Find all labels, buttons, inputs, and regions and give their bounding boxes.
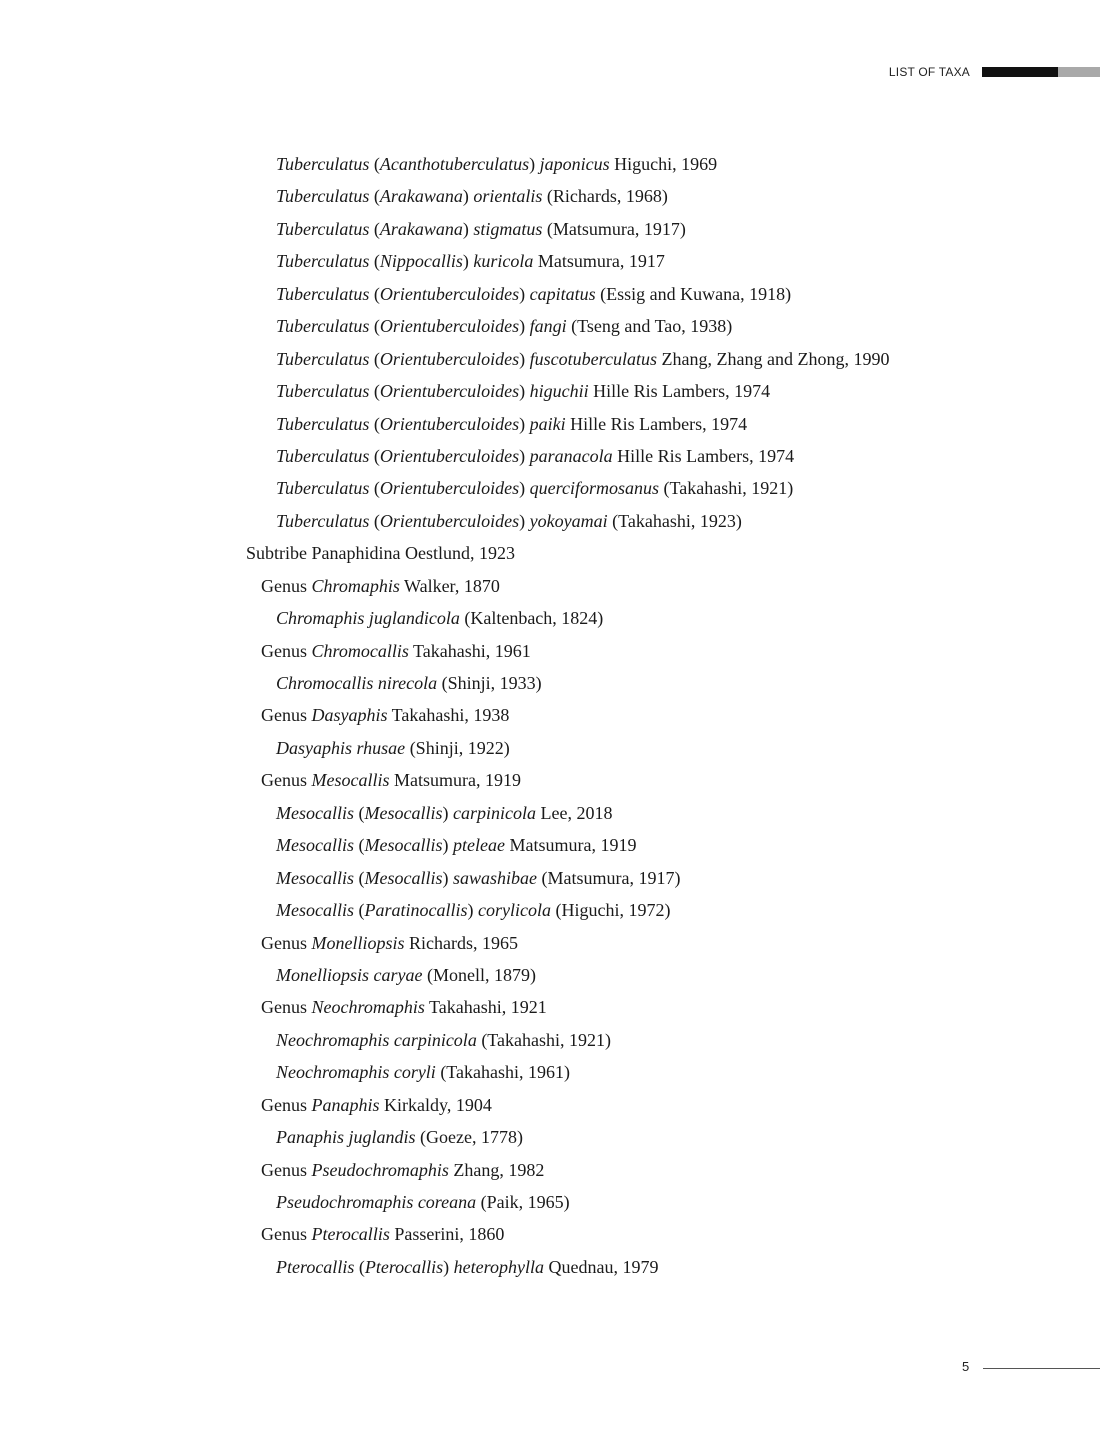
taxon-text: Quednau, 1979 [543, 1256, 659, 1277]
taxon-text: ( [369, 445, 380, 466]
taxon-text: ) [519, 316, 530, 337]
taxon-text: Takahashi, 1938 [387, 705, 510, 726]
species-entry [246, 180, 889, 212]
taxon-text: Hille Ris Lambers, 1974 [612, 445, 795, 466]
taxon-name-italic: kuricola [473, 251, 534, 272]
taxon-text: Genus [261, 770, 312, 791]
taxon-name-italic: corylicola [478, 900, 551, 921]
taxon-text: ) [443, 1256, 454, 1277]
genus-entry [246, 1154, 889, 1186]
taxon-name-italic: Tuberculatus [276, 186, 370, 207]
taxon-text: (Monell, 1879) [422, 964, 536, 985]
taxon-text: ( [369, 316, 380, 337]
taxon-name-italic: Orientuberculoides [379, 445, 520, 466]
species-entry [246, 862, 889, 894]
taxon-text: ) [442, 835, 453, 856]
taxon-text: ) [519, 381, 530, 402]
taxon-name-italic: Orientuberculoides [379, 413, 520, 434]
taxon-text: ) [442, 802, 453, 823]
species-entry [246, 797, 889, 829]
taxon-name-italic: sawashibae [453, 867, 538, 888]
taxon-text: (Matsumura, 1917) [542, 218, 686, 239]
taxon-text: (Shinji, 1933) [437, 673, 542, 693]
species-entry [246, 1024, 889, 1056]
taxon-text: Genus [261, 997, 312, 1018]
taxon-text: Walker, 1870 [399, 575, 500, 596]
taxon-text: ) [462, 218, 474, 239]
taxon-name-italic: Mesocallis [311, 770, 390, 791]
taxon-text: ( [354, 867, 365, 888]
taxon-name-italic: querciformosanus [529, 478, 659, 499]
taxon-name-italic: Pterocallis [364, 1256, 444, 1277]
taxon-name-italic: Chromaphis [311, 575, 400, 596]
genus-entry [246, 1218, 889, 1250]
genus-entry [246, 927, 889, 959]
taxon-name-italic: Panaphis juglandis [276, 1127, 416, 1148]
header-bar-light [1058, 67, 1100, 77]
page-footer [0, 1358, 1100, 1378]
taxon-text: ( [369, 348, 380, 369]
taxon-text: (Richards, 1968) [542, 186, 668, 207]
taxon-text: Passerini, 1860 [389, 1224, 505, 1245]
page-number: 5 [962, 1359, 970, 1374]
species-entry [246, 440, 889, 472]
taxon-text: Genus [261, 705, 312, 726]
taxon-text: ) [462, 186, 474, 207]
taxon-name-italic: pteleae [453, 835, 505, 856]
taxon-text: ) [519, 510, 530, 531]
taxon-text: Genus [261, 575, 312, 596]
taxon-name-italic: Neochromaphis carpinicola [276, 1029, 477, 1050]
taxon-text: (Shinji, 1922) [405, 737, 510, 758]
taxon-name-italic: Tuberculatus [276, 445, 370, 466]
taxon-name-italic: Pterocallis [276, 1256, 355, 1277]
taxon-name-italic: Nippocallis [379, 251, 463, 272]
genus-entry [246, 991, 889, 1023]
genus-entry [246, 764, 889, 796]
taxon-text: ( [354, 802, 365, 823]
taxon-name-italic: Neochromaphis coryli [276, 1062, 436, 1083]
taxon-name-italic: Tuberculatus [276, 510, 370, 531]
taxon-text: ) [519, 283, 530, 304]
species-entry [246, 278, 889, 310]
taxon-name-italic: Tuberculatus [276, 478, 370, 499]
taxon-text: ( [369, 478, 380, 499]
taxon-text: Lee, 2018 [536, 802, 613, 823]
taxon-name-italic: Tuberculatus [276, 218, 370, 239]
species-entry [246, 408, 889, 440]
taxon-text: ( [369, 154, 380, 174]
taxon-text: (Takahashi, 1923) [607, 510, 742, 531]
taxon-name-italic: Tuberculatus [276, 251, 370, 272]
taxon-text: Matsumura, 1919 [389, 770, 521, 791]
taxon-name-italic: Chromocallis [311, 640, 409, 661]
species-entry [246, 310, 889, 342]
taxon-name-italic: Orientuberculoides [379, 478, 520, 499]
taxon-name-italic: Mesocallis [364, 835, 443, 856]
taxon-text: Matsumura, 1919 [504, 835, 637, 856]
species-entry [246, 245, 889, 277]
genus-entry [246, 570, 889, 602]
taxon-text: (Paik, 1965) [476, 1192, 570, 1212]
species-entry [246, 213, 889, 245]
taxon-name-italic: Orientuberculoides [379, 381, 520, 402]
taxon-text: Richards, 1965 [404, 932, 518, 953]
species-entry [246, 343, 889, 375]
taxon-name-italic: stigmatus [473, 218, 543, 239]
taxon-text: (Tseng and Tao, 1938) [566, 316, 733, 337]
taxon-name-italic: heterophylla [453, 1256, 544, 1277]
taxon-text: Matsumura, 1917 [533, 251, 665, 272]
taxon-name-italic: Monelliopsis [311, 932, 405, 953]
taxon-text: ( [369, 381, 380, 402]
species-entry [246, 1056, 889, 1088]
taxon-name-italic: Mesocallis [364, 867, 443, 888]
taxon-name-italic: Mesocallis [276, 900, 354, 921]
taxon-text: Takahashi, 1921 [424, 997, 547, 1018]
species-entry [246, 1186, 889, 1218]
taxon-name-italic: Chromocallis nirecola [276, 673, 438, 693]
taxon-text: Subtribe Panaphidina Oestlund, 1923 [246, 543, 515, 564]
species-entry [246, 829, 889, 861]
taxon-text: ( [354, 1256, 365, 1277]
taxon-name-italic: Tuberculatus [276, 413, 370, 434]
species-entry [246, 959, 889, 991]
taxon-name-italic: Orientuberculoides [379, 283, 520, 304]
section-title: LIST OF TAXA [888, 65, 970, 79]
taxon-name-italic: Pterocallis [311, 1224, 390, 1245]
taxon-text: Genus [261, 1224, 312, 1245]
header-bar-dark [982, 67, 1058, 77]
taxon-text: (Takahashi, 1921) [476, 1029, 612, 1050]
taxon-name-italic: Pseudochromaphis [311, 1159, 449, 1180]
taxon-text: ( [369, 413, 380, 434]
taxon-name-italic: orientalis [473, 186, 543, 207]
species-entry [246, 505, 889, 537]
taxon-name-italic: Tuberculatus [276, 381, 370, 402]
taxon-name-italic: capitatus [529, 283, 596, 304]
taxon-text: Genus [261, 1159, 312, 1180]
taxon-name-italic: Mesocallis [276, 835, 354, 856]
taxon-text: Genus [261, 932, 312, 953]
taxon-text: (Takahashi, 1961) [435, 1062, 571, 1083]
footer-rule [983, 1368, 1100, 1369]
taxon-text: Hille Ris Lambers, 1974 [565, 413, 748, 434]
taxon-text: ( [369, 218, 380, 239]
taxon-text: ( [354, 835, 365, 856]
species-entry [246, 375, 889, 407]
taxon-name-italic: Dasyaphis rhusae [276, 737, 406, 758]
taxon-text: Genus [261, 640, 312, 661]
taxon-text: ) [519, 445, 530, 466]
taxon-name-italic: Monelliopsis caryae [276, 964, 423, 985]
taxon-text: Zhang, 1982 [448, 1159, 545, 1180]
taxon-text: (Matsumura, 1917) [537, 867, 681, 888]
taxon-text: ) [529, 154, 540, 174]
species-entry [246, 894, 889, 926]
species-entry [246, 602, 889, 634]
taxon-text: ( [354, 900, 365, 921]
taxon-name-italic: japonicus [539, 154, 610, 174]
taxon-name-italic: Mesocallis [276, 867, 354, 888]
taxon-name-italic: Arakawana [379, 186, 463, 207]
taxon-name-italic: Orientuberculoides [379, 316, 520, 337]
taxon-text: (Goeze, 1778) [415, 1127, 523, 1148]
running-header [0, 62, 1100, 82]
taxon-text: ) [519, 348, 530, 369]
taxon-name-italic: Pseudochromaphis coreana [276, 1192, 477, 1212]
taxon-text: ( [369, 186, 380, 207]
species-entry [246, 667, 889, 699]
taxon-text: (Essig and Kuwana, 1918) [595, 283, 792, 304]
taxon-name-italic: Orientuberculoides [379, 348, 520, 369]
species-entry [246, 148, 889, 180]
taxa-list [246, 148, 889, 1283]
taxon-name-italic: yokoyamai [529, 510, 608, 531]
taxon-text: ) [519, 413, 530, 434]
genus-entry [246, 699, 889, 731]
taxon-name-italic: Mesocallis [364, 802, 443, 823]
taxon-name-italic: Tuberculatus [276, 154, 370, 174]
taxon-name-italic: Paratinocallis [364, 900, 468, 921]
taxon-text: (Kaltenbach, 1824) [459, 608, 604, 629]
taxon-text: Takahashi, 1961 [408, 640, 531, 661]
taxon-text: (Higuchi, 1972) [550, 900, 671, 921]
taxon-name-italic: Dasyaphis [311, 705, 388, 726]
taxon-name-italic: Tuberculatus [276, 316, 370, 337]
species-entry [246, 1121, 889, 1153]
species-entry [246, 732, 889, 764]
taxon-name-italic: Mesocallis [276, 802, 354, 823]
taxon-name-italic: paiki [529, 413, 566, 434]
genus-entry [246, 635, 889, 667]
taxon-name-italic: fangi [529, 316, 567, 337]
taxon-name-italic: Neochromaphis [311, 997, 425, 1018]
taxon-name-italic: Panaphis [311, 1094, 380, 1115]
taxon-name-italic: Acanthotuberculatus [379, 154, 530, 174]
taxon-name-italic: carpinicola [453, 802, 536, 823]
species-entry [246, 1251, 889, 1283]
taxon-text: ( [369, 510, 380, 531]
taxon-text: ) [442, 867, 453, 888]
taxon-name-italic: Tuberculatus [276, 283, 370, 304]
taxon-name-italic: Arakawana [379, 218, 463, 239]
taxon-name-italic: Orientuberculoides [379, 510, 520, 531]
subtribe-entry [246, 537, 889, 569]
species-entry [246, 472, 889, 504]
taxon-text: ( [369, 283, 380, 304]
taxon-text: ) [462, 251, 474, 272]
taxon-text: Zhang, Zhang and Zhong, 1990 [656, 348, 890, 369]
taxon-name-italic: Chromaphis juglandicola [276, 608, 460, 629]
taxon-text: Higuchi, 1969 [609, 154, 718, 174]
genus-entry [246, 1089, 889, 1121]
taxon-text: ) [519, 478, 530, 499]
taxon-text: Kirkaldy, 1904 [379, 1094, 492, 1115]
taxon-text: ) [467, 900, 478, 921]
taxon-text: Hille Ris Lambers, 1974 [588, 381, 771, 402]
taxon-name-italic: Tuberculatus [276, 348, 370, 369]
taxon-text: Genus [261, 1094, 312, 1115]
taxon-name-italic: fuscotuberculatus [529, 348, 657, 369]
taxon-text: ( [369, 251, 380, 272]
taxon-name-italic: higuchii [529, 381, 589, 402]
taxon-text: (Takahashi, 1921) [659, 478, 794, 499]
taxon-name-italic: paranacola [529, 445, 613, 466]
